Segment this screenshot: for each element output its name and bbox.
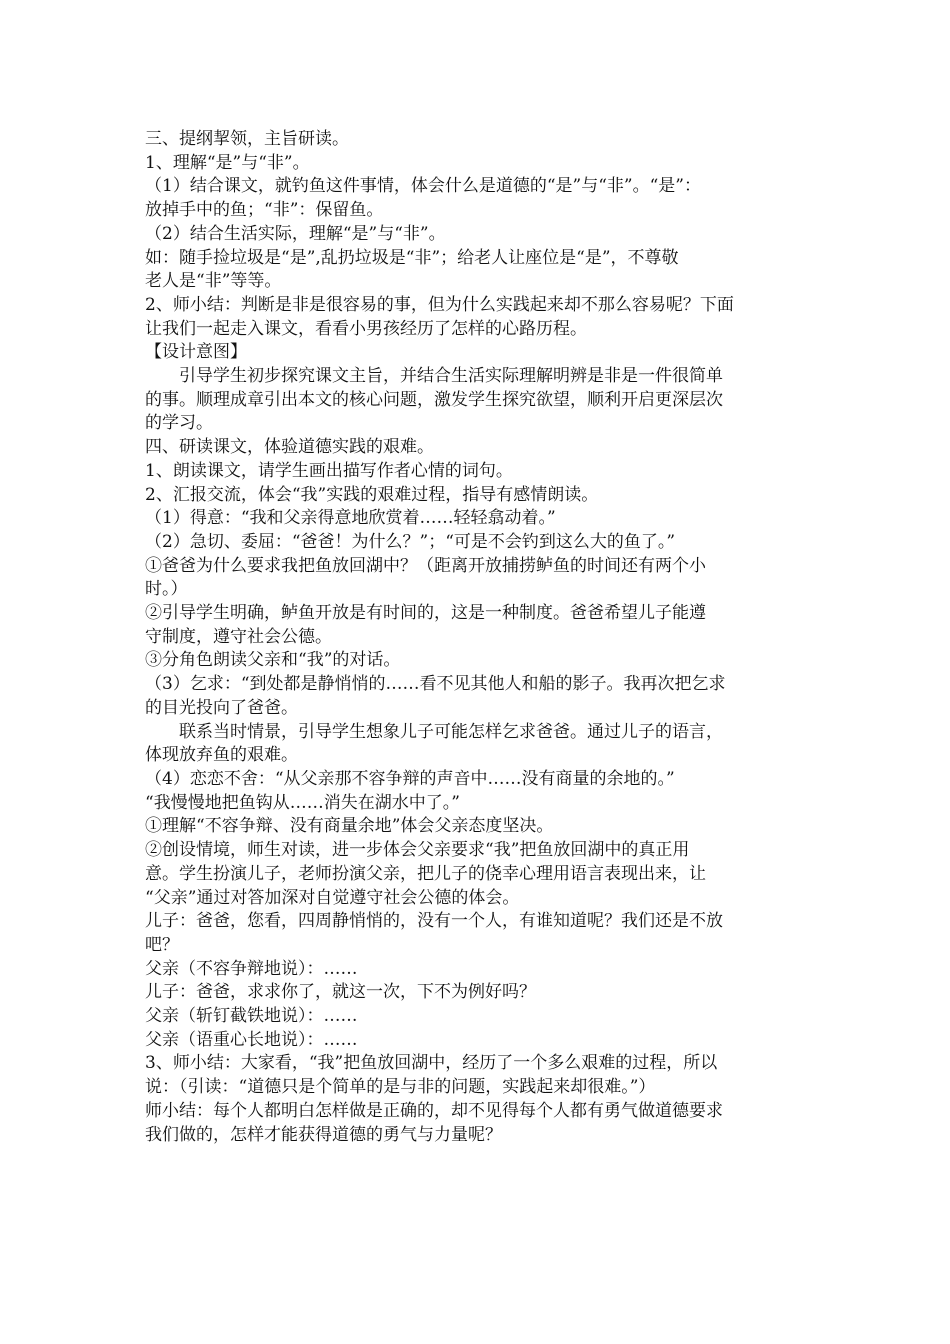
text-line: 吧？	[145, 934, 179, 955]
text-line: 时。）	[145, 579, 188, 600]
text-line: （2）急切、委屈：“爸爸！为什么？”；“可是不会钓到这么大的鱼了。”	[145, 531, 676, 552]
document-body	[145, 128, 825, 1147]
text-line: ①爸爸为什么要求我把鱼放回湖中？（距离开放捕捞鲈鱼的时间还有两个小	[145, 555, 706, 576]
text-line: 儿子：爸爸，求求你了，就这一次，下不为例好吗？	[145, 982, 536, 1003]
text-line: ①理解“不容争辩、没有商量余地”体会父亲态度坚决。	[145, 816, 554, 837]
text-line: 师小结：每个人都明白怎样做是正确的，却不见得每个人都有勇气做道德要求	[145, 1100, 723, 1121]
text-line: 守制度，遵守社会公德。	[145, 626, 332, 647]
text-line: 联系当时情景，引导学生想象儿子可能怎样乞求爸爸。通过儿子的语言，	[179, 721, 723, 742]
text-line: 的学习。	[145, 413, 213, 434]
text-line: 说：（引读：“道德只是个简单的是与非的问题，实践起来却很难。”）	[145, 1077, 656, 1098]
text-line: 老人是“非”等等。	[145, 271, 282, 292]
text-line: 儿子：爸爸，您看，四周静悄悄的，没有一个人，有谁知道呢？我们还是不放	[145, 911, 723, 932]
text-line: （1）结合课文，就钓鱼这件事情，体会什么是道德的“是”与“非”。“是”：	[145, 176, 701, 197]
text-line: （2）结合生活实际，理解“是”与“非”。	[145, 223, 446, 244]
text-line: （1）得意：“我和父亲得意地欣赏着……轻轻翕动着。”	[145, 508, 556, 529]
section-heading: 四、研读课文，体验道德实践的艰难。	[145, 437, 434, 458]
text-line: （3）乞求：“到处都是静悄悄的……看不见其他人和船的影子。我再次把乞求	[145, 674, 726, 695]
text-line: 父亲（语重心长地说）：……	[145, 1029, 358, 1050]
text-line: 体现放弃鱼的艰难。	[145, 745, 298, 766]
text-line: “父亲”通过对答加深对自觉遵守社会公德的体会。	[145, 887, 520, 908]
text-line: （4）恋恋不舍：“从父亲那不容争辩的声音中……没有商量的余地的。”	[145, 768, 675, 789]
text-line: “我慢慢地把鱼钩从……消失在湖水中了。”	[145, 792, 460, 813]
text-line: 3、师小结：大家看，“我”把鱼放回湖中，经历了一个多么艰难的过程，所以	[145, 1053, 718, 1074]
text-line: 的事。顺理成章引出本文的核心问题，激发学生探究欲望，顺利开启更深层次	[145, 389, 723, 410]
text-line: 2、师小结：判断是非是很容易的事，但为什么实践起来却不那么容易呢？下面	[145, 294, 734, 315]
text-line: 1、朗读课文，请学生画出描写作者心情的词句。	[145, 460, 513, 481]
text-line: 让我们一起走入课文，看看小男孩经历了怎样的心路历程。	[145, 318, 587, 339]
text-line: 意。学生扮演儿子，老师扮演父亲，把儿子的侥幸心理用语言表现出来，让	[145, 863, 706, 884]
text-line: 2、汇报交流，体会“我”实践的艰难过程，指导有感情朗读。	[145, 484, 599, 505]
text-line: 引导学生初步探究课文主旨，并结合生活实际理解明辨是非是一件很简单	[179, 366, 723, 387]
section-heading: 三、提纲挈领，主旨研读。	[145, 129, 349, 149]
subheading: 1、理解“是”与“非”。	[145, 152, 310, 173]
text-line: ②创设情境，师生对读，进一步体会父亲要求“我”把鱼放回湖中的真正用	[145, 840, 690, 861]
text-line: 放掉手中的鱼；“非”：保留鱼。	[145, 200, 384, 221]
text-line: 的目光投向了爸爸。	[145, 697, 298, 718]
text-line: 我们做的，怎样才能获得道德的勇气与力量呢？	[145, 1124, 502, 1145]
design-intent-heading: 【设计意图】	[145, 342, 247, 363]
text-line: 父亲（不容争辩地说）：……	[145, 958, 358, 979]
text-line: ②引导学生明确，鲈鱼开放是有时间的，这是一种制度。爸爸希望儿子能遵	[145, 603, 706, 624]
text-line: ③分角色朗读父亲和“我”的对话。	[145, 650, 401, 671]
text-line: 父亲（斩钉截铁地说）：……	[145, 1006, 358, 1027]
text-line: 如：随手捡垃圾是“是”,乱扔垃圾是“非”；给老人让座位是“是”，不尊敬	[145, 247, 679, 268]
